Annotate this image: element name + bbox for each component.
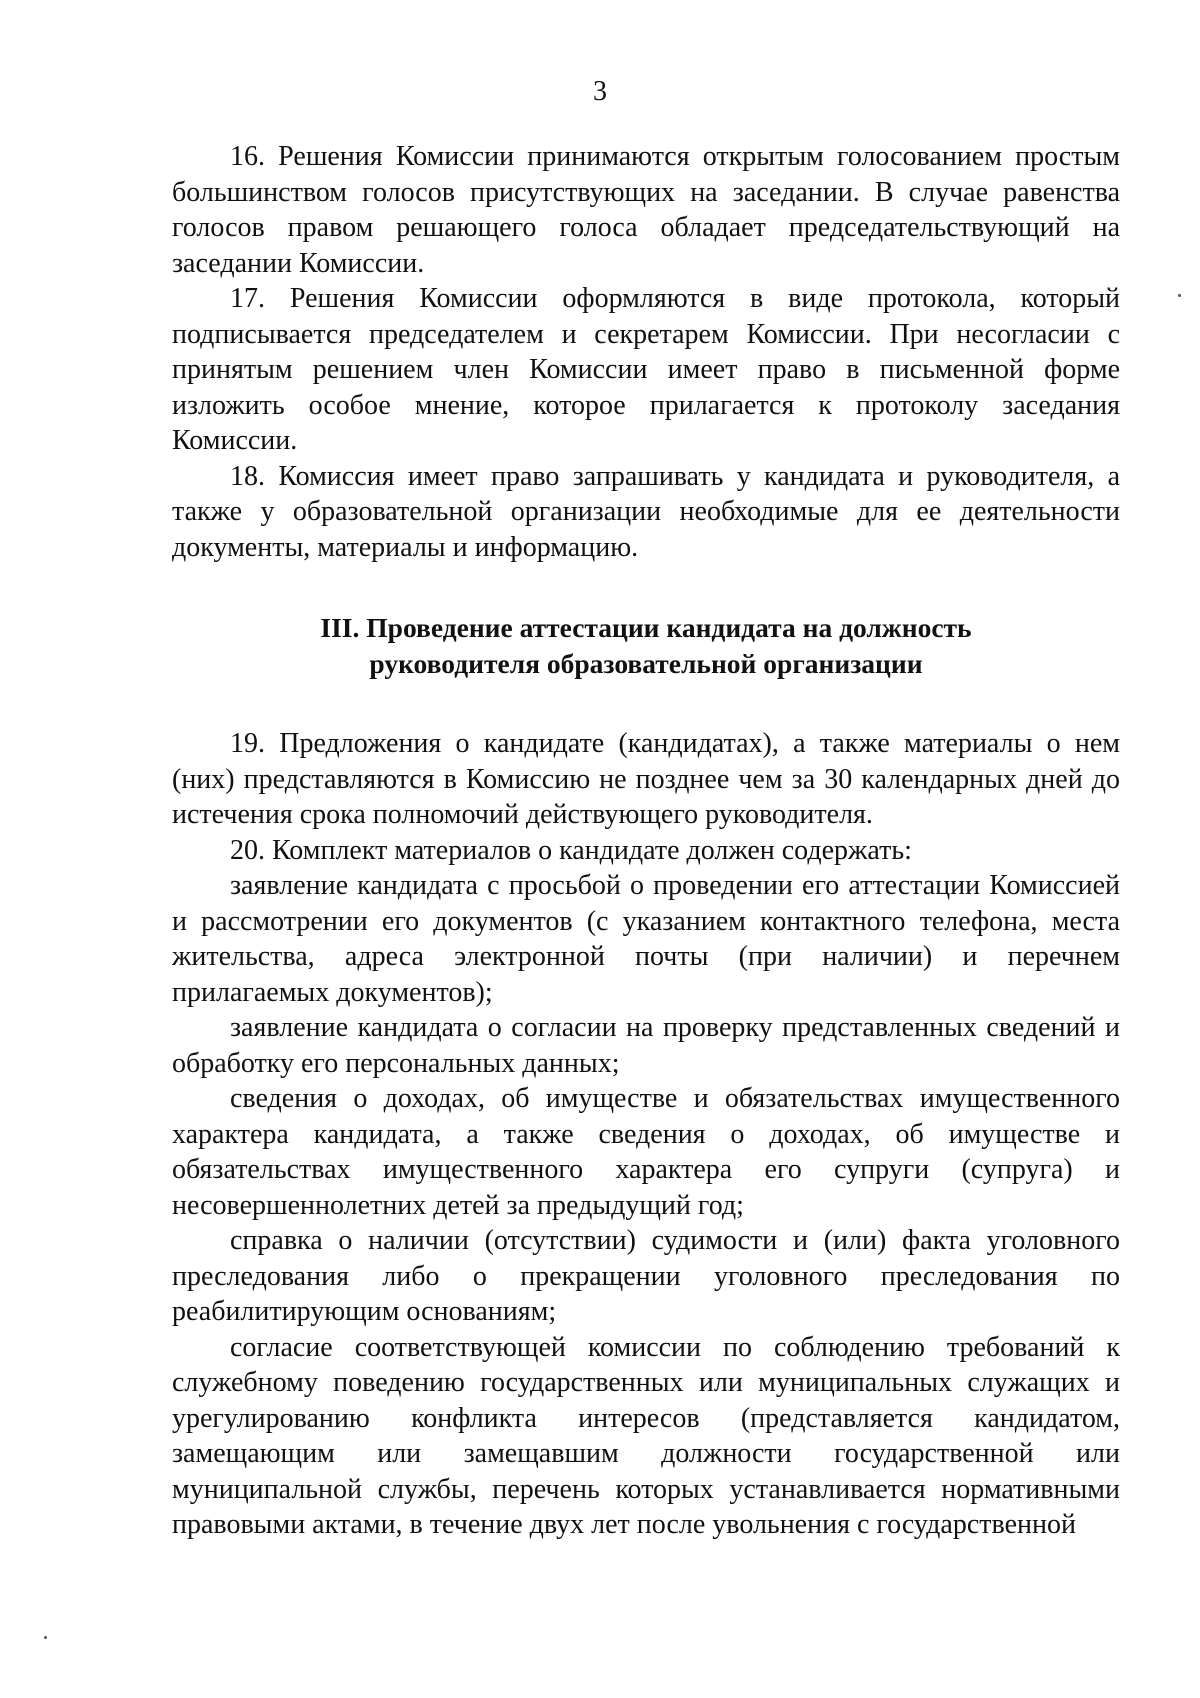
list-item-application: заявление кандидата с просьбой о проведении его аттестации Комиссией и рассмотрении его документов (с указанием контактного телефона, места жительства, адреса электронной почты (при наличии) и перечнем прилагаемых документов);: [172, 870, 1120, 1008]
paragraph-19: 19. Предложения о кандидате (кандидатах), а также материалы о нем (них) представляются в Комиссию не позднее чем за 30 календарных дней до истечения срока полномочий действующего руководителя.: [172, 728, 1120, 830]
paragraph-18: 18. Комиссия имеет право запрашивать у кандидата и руководителя, а также у образовательной организации необходимые для ее деятельности документы, материалы и информацию.: [172, 460, 1120, 563]
paragraph-17: 17. Решения Комиссии оформляются в виде протокола, который подписывается председателем и секретарем Комиссии. При несогласии с принятым решением член Комиссии имеет право в письменной форме изложить особое мнение, которое прилагается к протоколу заседания Комиссии.: [172, 283, 1120, 456]
list-item-commission-consent: согласие соответствующей комиссии по соблюдению требований к служебному поведению государственных или муниципальных служащих и урегулированию конфликта интересов (представляется кандидатом, замещающим или замещавшим должности государственной или муниципальной службы, перечень которых устанавливается нормативными правовыми актами, в течение двух лет после увольнения с государственной: [172, 1331, 1120, 1540]
scan-speck: [44, 1636, 47, 1639]
page-number: 3: [593, 76, 607, 107]
section-heading-line-1: III. Проведение аттестации кандидата на должность: [320, 612, 972, 643]
document-body: [172, 139, 1120, 1543]
paragraph-20: 20. Комплект материалов о кандидате должен содержать:: [230, 834, 912, 866]
list-item-criminal-record-certificate: справка о наличии (отсутствии) судимости и (или) факта уголовного преследования либо о прекращении уголовного преследования по реабилитирующим основаниям;: [172, 1225, 1120, 1327]
paragraph-16: 16. Решения Комиссии принимаются открытым голосованием простым большинством голосов присутствующих на заседании. В случае равенства голосов правом решающего голоса обладает председательствующий на заседании Комиссии.: [172, 141, 1120, 279]
section-heading: [172, 610, 1120, 682]
list-item-income-information: сведения о доходах, об имуществе и обязательствах имущественного характера кандидата, а также сведения о доходах, об имуществе и обязательствах имущественного характера его супруги (супруга) и несовершеннолетних детей за предыдущий год;: [172, 1083, 1120, 1221]
list-item-consent-verification: заявление кандидата о согласии на проверку представленных сведений и обработку его персональных данных;: [172, 1012, 1120, 1079]
section-heading-line-2: руководителя образовательной организации: [369, 648, 923, 679]
scan-speck: [1178, 294, 1181, 297]
